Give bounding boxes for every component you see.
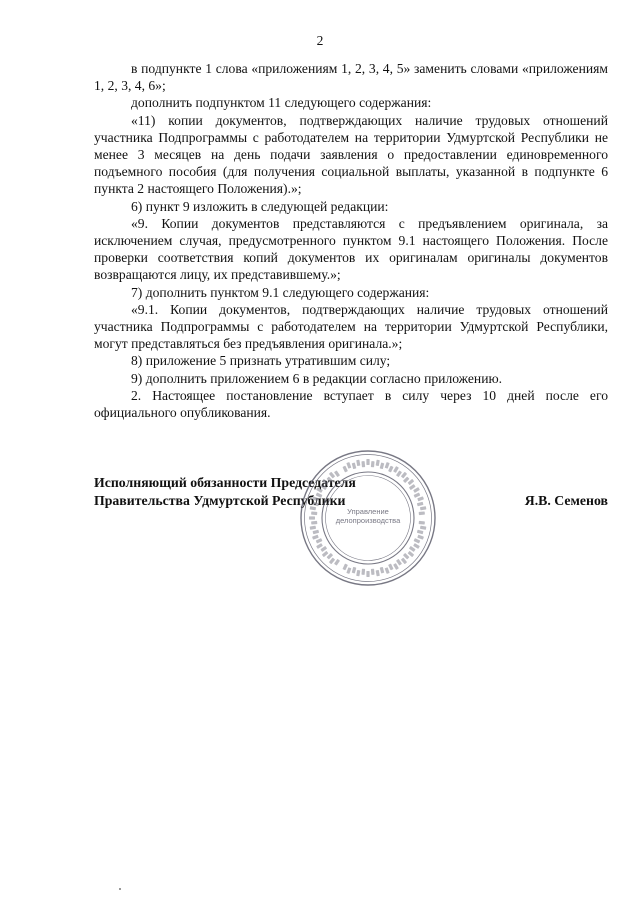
stamp-ring-mark (417, 535, 424, 540)
stamp-ring-mark (334, 470, 340, 477)
stamp-ring-mark (371, 569, 375, 575)
stamp-ring-mark (312, 535, 319, 540)
stamp-ring-mark (417, 530, 424, 535)
stamp-ring-mark (414, 492, 421, 497)
paragraph: 9) дополнить приложением 6 в редакции согласно приложению. (131, 370, 503, 386)
page-number: 2 (316, 33, 324, 48)
stamp-ring-mark (316, 492, 323, 497)
stamp-ring-mark (376, 570, 380, 576)
stamp-ring-mark (316, 487, 323, 493)
stamp-ring-mark (352, 463, 357, 470)
stamp-ring-mark (366, 459, 369, 465)
stamp-ring-mark (417, 496, 424, 501)
stamp-ring-mark (322, 551, 329, 557)
stamp-ring-mark (380, 463, 385, 470)
stamp-ring-mark (380, 567, 385, 574)
stamp-ring-mark (320, 484, 327, 490)
signatory-title-line-1: Исполняющий обязанности Председателя (94, 475, 356, 490)
paragraph: дополнить подпунктом 11 следующего содержания: (131, 95, 432, 111)
signatory-title-line-2: Правительства Удмуртской Республики (94, 493, 346, 508)
stamp-ring-mark (413, 487, 420, 493)
stamp-ring-mark (413, 543, 420, 549)
stamp-ring-mark (320, 546, 327, 552)
stamp-ring-mark (334, 559, 340, 566)
stamp-center-text: Управление (347, 507, 389, 516)
stamp-ring-mark (393, 563, 399, 570)
paragraph: 8) приложение 5 признать утратившим силу; (131, 353, 391, 369)
stamp-ring-mark (396, 559, 402, 566)
stamp-ring-mark (414, 538, 421, 543)
stamp-ring-mark (401, 558, 407, 565)
stamp-ring-mark (409, 546, 416, 552)
stamp-ring-mark (420, 526, 426, 530)
stamp-ring-mark (361, 569, 365, 575)
stamp-ring-mark (376, 460, 380, 466)
stamp-ring-mark (388, 564, 393, 571)
stamp-ring-mark (356, 570, 360, 576)
paragraph: «9.1. Копии документов, подтверждающих наличие трудовых отношений участника Подпрограммы с работодателем на территории Удмуртской Республики, могут представляться без предъявления оригинала.»; (94, 301, 608, 352)
stamp-ring-mark (408, 551, 415, 557)
paragraph: 7) дополнить пунктом 9.1 следующего содержания: (131, 284, 430, 300)
stamp-ring-mark (396, 470, 402, 477)
stamp-ring-mark (313, 530, 320, 535)
stamp-ring-mark (393, 466, 399, 473)
stamp-ring-mark (329, 472, 335, 479)
stamp-ring-mark (385, 567, 390, 574)
stamp-ring-mark (409, 484, 416, 490)
stamp-ring-mark (342, 466, 347, 473)
stamp-ring-mark (346, 462, 351, 469)
stamp-ring-mark (342, 564, 347, 571)
paragraph: в подпункте 1 слова «приложениям 1, 2, 3, 4, 5» заменить словами «приложениям 1, 2, 3, 4, 6»; (94, 61, 608, 94)
stamp-ring-mark (401, 472, 407, 479)
stamp-ring-mark (312, 496, 319, 501)
stamp-ring-mark (388, 466, 393, 473)
stamp-ring-mark (408, 479, 415, 485)
paragraph: «11) копии документов, подтверждающих наличие трудовых отношений участника Подпрограммы с работодателем на территории Удмуртской Республики не менее 3 месяцев на день подачи заявления о предоставлении единовременного подъемного пособия (для получения социальной выплаты, указанной в подпункте 6 пункта 2 настоящего Положения).»; (94, 112, 608, 197)
paragraph: 6) пункт 9 изложить в следующей редакции: (131, 198, 389, 214)
stamp-ring-mark (310, 526, 316, 530)
stamp-center-text: делопроизводства (335, 516, 401, 525)
stamp-ring-mark (313, 502, 320, 507)
official-seal-stamp (298, 448, 438, 588)
stamp-ring-mark (316, 538, 323, 543)
stamp-ring-mark (352, 567, 357, 574)
stamp-ring-mark (385, 462, 390, 469)
stamp-ring-mark (361, 461, 365, 467)
paragraph: 2. Настоящее постановление вступает в силу через 10 дней после его официального опубликования. (94, 387, 608, 421)
stamp-ring-mark (322, 479, 329, 485)
paragraph: «9. Копии документов представляются с предъявлением оригинала, за исключением случая, предусмотренного пунктом 9.1 настоящего Положения. После проверки соответствия копий документов их оригиналам оригиналы документов возвращаются лицу, их представившему.»; (94, 215, 608, 283)
stamp-ring-mark (329, 558, 335, 565)
stamp-ring-mark (346, 567, 351, 574)
stamp-ring-mark (366, 571, 369, 577)
stamp-ring-mark (356, 460, 360, 466)
stamp-ring-mark (417, 502, 424, 507)
stamp-ring-mark (316, 543, 323, 549)
footer-dot (119, 888, 121, 890)
document-body (94, 60, 608, 421)
signatory-name: Я.В. Семенов (524, 493, 608, 508)
stamp-ring-mark (371, 461, 375, 467)
